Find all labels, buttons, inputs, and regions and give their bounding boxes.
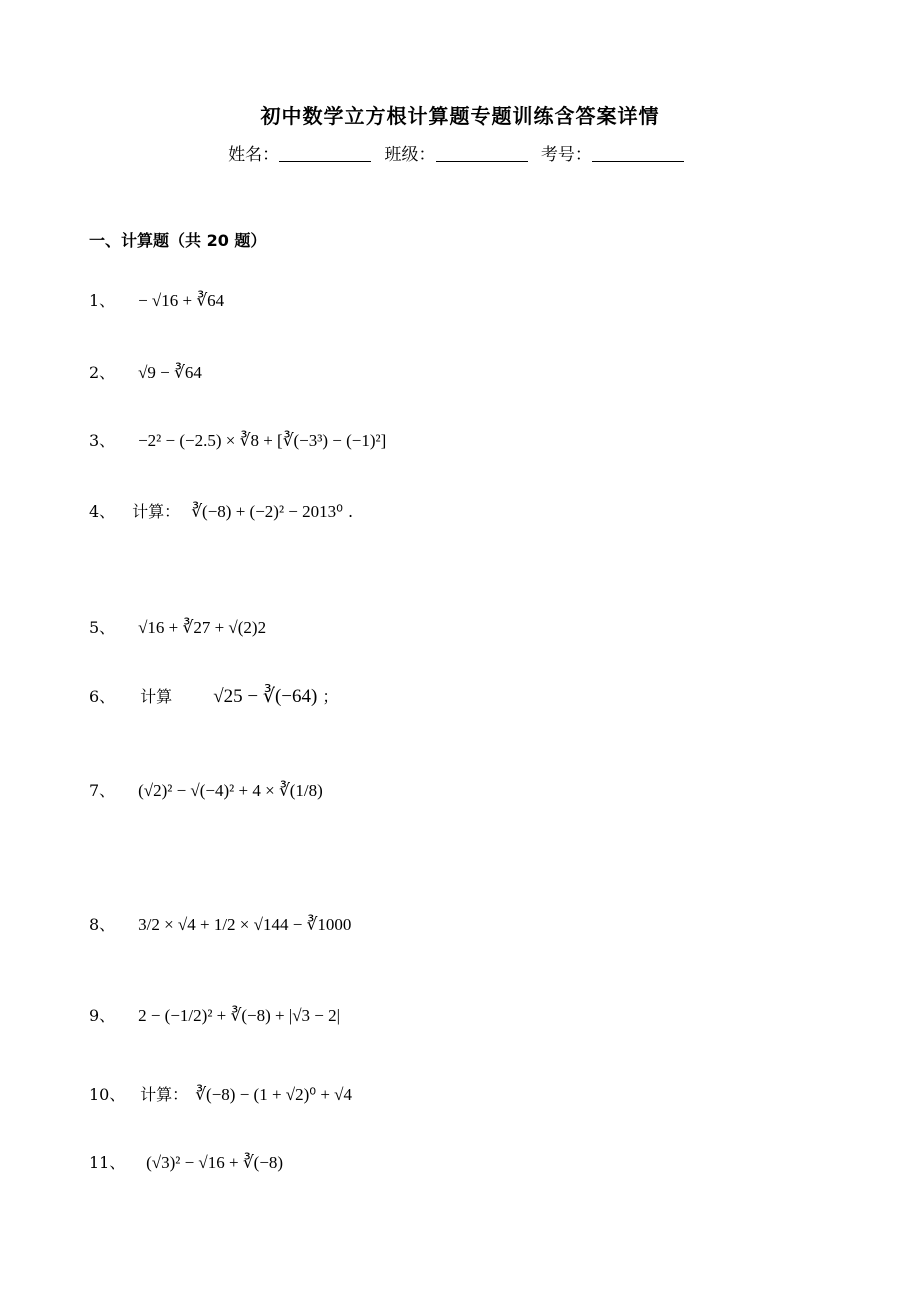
exam-number-label: 考号： xyxy=(540,145,592,165)
problem-number: 1、 xyxy=(89,291,116,310)
problem-item xyxy=(89,912,351,935)
problem-number: 9、 xyxy=(89,1006,116,1025)
problem-expression: 3/2 × √4 + 1/2 × √144 − ∛1000 xyxy=(138,915,352,934)
problem-expression: 2 − (−1/2)² + ∛(−8) + |√3 − 2| xyxy=(138,1006,341,1025)
name-label: 姓名： xyxy=(228,145,280,165)
problem-item xyxy=(89,684,338,708)
problem-expression: ∛(−8) + (−2)² − 2013⁰ xyxy=(191,502,343,521)
problem-expression: √25 − ∛(−64) xyxy=(213,686,318,707)
problem-item xyxy=(89,1003,340,1026)
problem-number: 3、 xyxy=(89,431,116,450)
class-label: 班级： xyxy=(384,145,436,165)
problem-expression: √9 − ∛64 xyxy=(138,363,202,382)
problem-expression: √16 + ∛27 + √(2)2 xyxy=(138,618,267,637)
problem-item xyxy=(89,1150,283,1173)
problem-expression: (√2)² − √(−4)² + 4 × ∛(1/8) xyxy=(138,781,323,800)
name-blank[interactable] xyxy=(279,145,371,162)
problem-number: 7、 xyxy=(89,781,116,800)
problem-suffix: ； xyxy=(322,687,339,706)
problem-number: 4、 xyxy=(89,502,116,521)
problem-item xyxy=(89,288,224,311)
problem-label: 计算 xyxy=(140,687,173,706)
problem-number: 2、 xyxy=(89,363,116,382)
problem-number: 11、 xyxy=(89,1153,126,1172)
problem-item xyxy=(89,428,386,451)
problem-number: 8、 xyxy=(89,915,116,934)
problem-suffix: . xyxy=(348,502,354,521)
problem-expression: − √16 + ∛64 xyxy=(138,291,225,310)
exam-number-blank[interactable] xyxy=(592,145,684,162)
section-heading: 一、计算题（共 20 题） xyxy=(89,231,267,250)
problem-expression: ∛(−8) − (1 + √2)⁰ + √4 xyxy=(195,1085,353,1104)
problem-label: 计算： xyxy=(132,502,181,521)
problem-item xyxy=(89,778,323,801)
problem-item xyxy=(89,1082,352,1105)
problem-number: 10、 xyxy=(89,1085,126,1104)
class-blank[interactable] xyxy=(436,145,528,162)
student-info-line xyxy=(0,140,920,165)
problem-item xyxy=(89,615,266,638)
problem-item xyxy=(89,499,353,522)
problem-item xyxy=(89,360,202,383)
problem-label: 计算： xyxy=(140,1085,189,1104)
problem-expression: (√3)² − √16 + ∛(−8) xyxy=(146,1153,284,1172)
problem-number: 6、 xyxy=(89,687,116,706)
problem-number: 5、 xyxy=(89,618,116,637)
document-title: 初中数学立方根计算题专题训练含答案详情 xyxy=(260,104,660,128)
problem-expression: −2² − (−2.5) × ∛8 + [∛(−3³) − (−1)²] xyxy=(138,431,387,450)
